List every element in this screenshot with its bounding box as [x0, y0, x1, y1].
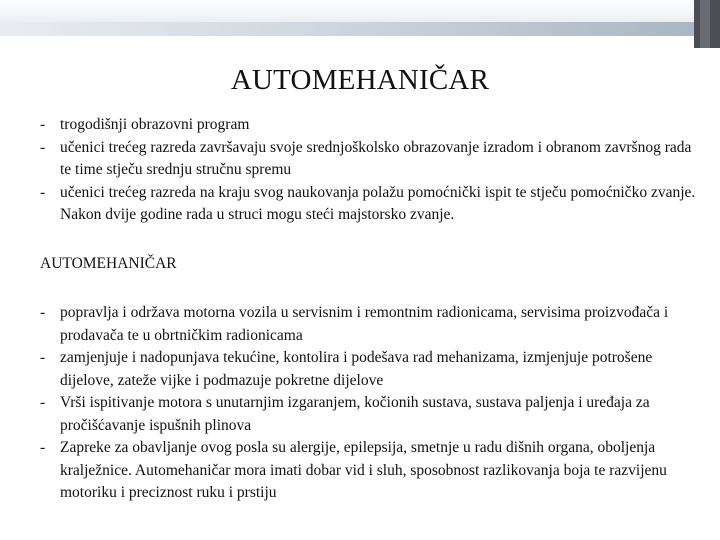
slide-title: AUTOMEHANIČAR — [230, 64, 490, 96]
list-item-text: Zapreke za obavljanje ovog posla su alergije, epilepsija, smetnje u radu dišnih organa, oboljenja kralježnice. Automehaničar mora imati dobar vid i sluh, sposobnost razlikovanja boja te razvijenu motoriku i preciznost ruku i prstiju — [60, 439, 667, 501]
list-item: - trogodišnji obrazovni program — [40, 116, 250, 133]
list-item-text: popravlja i održava motorna vozila u servisnim i remontnim radionicama, servisima proizvođača i prodavača te u obrtničkim radionicama — [60, 304, 669, 344]
job-duties-list — [40, 302, 700, 505]
list-item: - Vrši ispitivanje motora s unutarnjim izgaranjem, kočionih sustava, sustava paljenja i uređaja za pročišćavanje ispušnih plinova — [40, 394, 650, 434]
corner-accent-stripe — [700, 0, 710, 48]
program-info-list — [40, 114, 700, 227]
list-item: - učenici trećeg razreda na kraju svog naukovanja polažu pomoćnički ispit te stječu pomoćničko zvanje. Nakon dvije godine rada u struci mogu steći majstorsko zvanje. — [40, 183, 696, 223]
list-item-text: trogodišnji obrazovni program — [60, 116, 250, 133]
list-item-text: učenici trećeg razreda na kraju svog naukovanja polažu pomoćnički ispit te stječu pomoćničko zvanje. Nakon dvije godine rada u struci mogu steći majstorsko zvanje. — [60, 183, 696, 223]
list-item: - Zapreke za obavljanje ovog posla su alergije, epilepsija, smetnje u radu dišnih organa, oboljenja kralježnice. Automehaničar mora imati dobar vid i sluh, sposobnost razlikovanja boja te razvijenu motoriku i preciznost ruku i prstiju — [40, 439, 667, 501]
list-item: - učenici trećeg razreda završavaju svoje srednjoškolsko obrazovanje izradom i obranom završnog rada te time stječu srednju stručnu spremu — [40, 138, 692, 178]
section-subheading: AUTOMEHANIČAR — [40, 255, 177, 272]
list-item-text: Vrši ispitivanje motora s unutarnjim izgaranjem, kočionih sustava, sustava paljenja i uređaja za pročišćavanje ispušnih plinova — [60, 394, 650, 434]
header-bar — [0, 22, 694, 36]
list-item: - zamjenjuje i nadopunjava tekućine, kontolira i podešava rad mehanizama, izmjenjuje potrošene dijelove, zateže vijke i podmazuje pokretne dijelove — [40, 349, 653, 389]
list-item-text: učenici trećeg razreda završavaju svoje srednjoškolsko obrazovanje izradom i obranom završnog rada te time stječu srednju stručnu spremu — [60, 138, 692, 178]
list-item: - popravlja i održava motorna vozila u servisnim i remontnim radionicama, servisima proizvođača i prodavača te u obrtničkim radionicama — [40, 304, 669, 344]
list-item-text: zamjenjuje i nadopunjava tekućine, kontolira i podešava rad mehanizama, izmjenjuje potrošene dijelove, zateže vijke i podmazuje pokretne dijelove — [60, 349, 653, 389]
